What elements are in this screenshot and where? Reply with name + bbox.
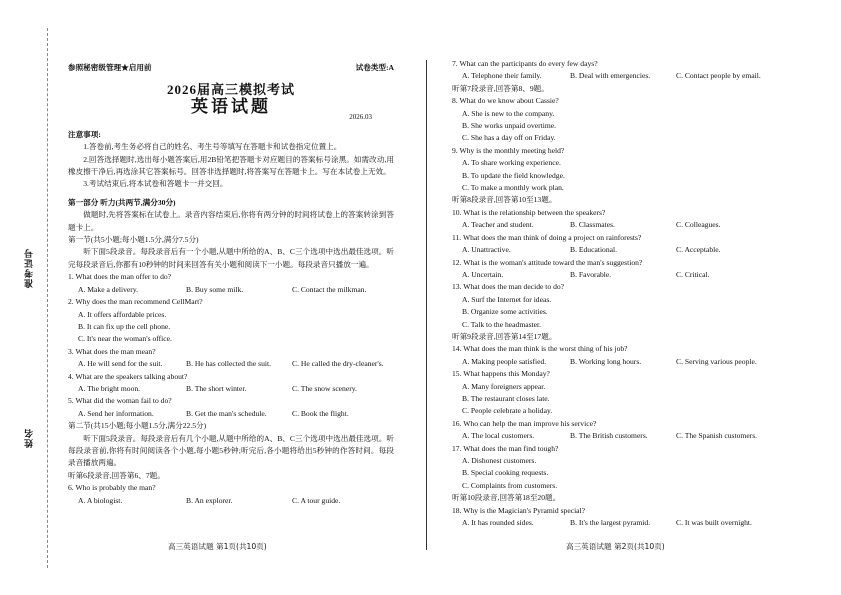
option-a[interactable]: A. The local customers. — [462, 431, 535, 441]
question — [452, 207, 782, 232]
question — [452, 95, 782, 145]
question-stem: 3. What does the man mean? — [68, 346, 156, 356]
option-b[interactable]: B. She works unpaid overtime. — [462, 121, 557, 131]
section2-title: 第二节(共15小题;每小题1.5分,满分22.5分) — [68, 421, 207, 431]
question-stem: 12. What is the woman's attitude toward the man's suggestion? — [452, 257, 643, 267]
question — [68, 296, 394, 346]
question — [452, 281, 782, 331]
question-stem: 2. Why does the man recommend CellMart? — [68, 297, 203, 307]
passage-note: 听第10段录音,回答第18至20题。 — [452, 493, 561, 503]
option-a[interactable]: A. Telephone their family. — [462, 71, 542, 81]
footer-page-1: 高三英语试题 第1页(共10页) — [168, 542, 267, 551]
option-a[interactable]: A. Make a delivery. — [78, 284, 139, 294]
option-c[interactable]: C. She has a day off on Friday. — [462, 133, 556, 143]
passage-note: 听第6段录音,回答第6、7题。 — [68, 470, 165, 480]
question — [452, 58, 782, 83]
options-row — [452, 219, 782, 231]
subject-row — [68, 96, 394, 123]
secrecy-label: 参照秘密级管理★启用前 — [68, 63, 152, 72]
section2-intro: 听下面5段录音。每段录音后有几个小题,从题中所给的A、B、C三个选项中选出最佳选项。听每段录音前,你将有时间阅读各个小题,每小题5秒钟;听完后,各小题将给出5秒钟的作答时间。每段录音播放两遍。 — [68, 433, 394, 468]
options-row — [452, 517, 782, 529]
option-c[interactable]: C. To make a monthly work plan. — [462, 183, 564, 193]
question-stem: 14. What does the man think is the worst thing of his job? — [452, 344, 628, 354]
options-row — [68, 358, 394, 370]
option-b[interactable]: B. An explorer. — [186, 495, 233, 505]
option-c[interactable]: C. Acceptable. — [676, 245, 721, 255]
option-c[interactable]: C. The Spanish customers. — [676, 431, 758, 441]
question — [68, 271, 394, 296]
option-a[interactable]: A. To share working experience. — [462, 158, 561, 168]
notice-title: 注意事项: — [68, 129, 101, 139]
option-c[interactable]: C. People celebrate a holiday. — [462, 406, 553, 416]
question — [68, 395, 394, 420]
name-label: 姓名 — [24, 428, 34, 448]
question — [68, 482, 394, 507]
option-b[interactable]: B. The short winter. — [186, 383, 247, 393]
notice-item: 1.答卷前,考生务必将自己的姓名、考生号等填写在答题卡和试卷指定位置上。 — [83, 142, 342, 152]
question — [452, 343, 782, 368]
option-a[interactable]: A. It offers affordable prices. — [78, 309, 167, 319]
option-a[interactable]: A. Dishonest customers. — [462, 456, 537, 465]
paper-type: 试卷类型:A — [355, 63, 394, 72]
option-c[interactable]: C. Complaints from customers. — [462, 480, 558, 490]
section1-title: 第一节(共5小题;每小题1.5分,满分7.5分) — [68, 235, 199, 245]
options-row — [452, 430, 782, 442]
option-c[interactable]: C. The snow scenery. — [292, 383, 357, 393]
page-header — [68, 62, 394, 74]
footer-page-2: 高三英语试题 第2页(共10页) — [566, 542, 665, 551]
option-c[interactable]: C. Contact people by email. — [676, 71, 761, 81]
option-b[interactable]: B. Deal with emergencies. — [570, 71, 651, 81]
option-a[interactable]: A. Send her information. — [78, 408, 154, 418]
notice-list — [68, 141, 394, 191]
option-c[interactable]: C. He called the dry-cleaner's. — [292, 359, 384, 369]
question-stem: 17. What does the man find tough? — [452, 443, 559, 453]
options-row — [68, 383, 394, 395]
option-b[interactable]: B. The restaurant closes late. — [462, 393, 550, 403]
binding-margin — [8, 0, 48, 595]
exam-date: 2026.03 — [349, 112, 372, 121]
notice-item: 2.回答选择题时,选出每小题答案后,用2B铅笔把答题卡对应题目的答案标号涂黑。如需改动,用橡皮擦干净后,再选涂其它答案标号。回答非选择题时,将答案写在答题卡上。写在本试卷上无效。 — [68, 154, 394, 177]
part1-intro: 做题时,先将答案标在试卷上。录音内容结束后,你将有两分钟的时间将试卷上的答案转涂到答题卡上。 — [68, 210, 394, 232]
option-c[interactable]: C. Serving various people. — [676, 356, 757, 366]
option-a[interactable]: A. The bright moon. — [78, 383, 141, 393]
question-stem: 13. What does the man decide to do? — [452, 282, 565, 292]
question — [452, 368, 782, 418]
option-a[interactable]: A. Teacher and student. — [462, 220, 534, 230]
question-stem: 15. What happens this Monday? — [452, 369, 550, 379]
question-stem: 5. What did the woman fail to do? — [68, 396, 172, 406]
option-a[interactable]: A. Surf the Internet for ideas. — [462, 294, 552, 304]
option-b[interactable]: B. The British customers. — [570, 431, 648, 441]
option-a[interactable]: A. Making people satisfied. — [462, 356, 547, 366]
exam-title: 2026届高三模拟考试 — [166, 82, 295, 98]
options-row — [452, 269, 782, 281]
option-c[interactable]: C. Critical. — [676, 269, 710, 279]
passage-note: 听第8段录音,回答第10至13题。 — [452, 195, 557, 205]
option-a[interactable]: A. Unattractive. — [462, 245, 511, 255]
option-b[interactable]: B. He has collected the suit. — [186, 359, 271, 369]
binding-cut-line — [47, 28, 48, 568]
option-a[interactable]: A. Many foreigners appear. — [462, 381, 546, 391]
question-stem: 16. Who can help the man improve his service? — [452, 418, 597, 428]
page-1 — [68, 0, 394, 507]
option-a[interactable]: A. She is new to the company. — [462, 108, 555, 118]
question-stem: 7. What can the participants do every few days? — [452, 59, 598, 68]
option-b[interactable]: B. Classmates. — [570, 220, 615, 230]
section1-intro: 听下面5段录音。每段录音后有一个小题,从题中所给的A、B、C三个选项中选出最佳选项。听完每段录音后,你都有10秒钟的时间来回答有关小题和阅读下一小题。每段录音只播放一遍。 — [68, 247, 394, 269]
question — [68, 371, 394, 396]
right-questions — [452, 58, 782, 529]
notice-item: 3.考试结束后,将本试卷和答题卡一并交回。 — [83, 179, 228, 189]
question-stem: 10. What is the relationship between the speakers? — [452, 207, 606, 217]
question-stem: 4. What are the speakers talking about? — [68, 371, 188, 381]
question — [452, 418, 782, 443]
options-row — [452, 244, 782, 256]
passage-note: 听第9段录音,回答第14至17题。 — [452, 331, 557, 341]
option-c[interactable]: C. Book the flight. — [292, 408, 349, 418]
options-row — [68, 408, 394, 420]
option-b[interactable]: B. Special cooking requests. — [462, 468, 549, 478]
question-stem: 11. What does the man think of doing a project on rainforests? — [452, 232, 642, 242]
option-a[interactable]: A. He will send for the suit. — [78, 359, 163, 369]
options-row — [452, 356, 782, 368]
option-b[interactable]: B. To update the field knowledge. — [462, 170, 565, 180]
question — [68, 346, 394, 371]
question — [452, 232, 782, 257]
option-b[interactable]: B. Favorable. — [570, 269, 612, 279]
option-a[interactable]: A. It has rounded sides. — [462, 518, 534, 528]
options-row — [68, 284, 394, 296]
left-questions — [68, 271, 394, 420]
option-c[interactable]: C. Talk to the headmaster. — [462, 319, 542, 329]
passage-note: 听第7段录音,回答第8、9题。 — [452, 83, 549, 93]
subject-title: 英语试题 — [191, 96, 271, 117]
options-row — [452, 70, 782, 82]
question — [452, 443, 782, 493]
question-6-wrap — [68, 482, 394, 507]
option-c[interactable]: C. A tour guide. — [292, 495, 341, 505]
option-b[interactable]: B. Working long hours. — [570, 356, 642, 366]
question-stem: 18. Why is the Magician's Pyramid special? — [452, 505, 586, 515]
part1-title: 第一部分 听力(共两节,满分30分) — [68, 197, 176, 207]
page-2 — [452, 0, 782, 529]
option-a[interactable]: A. Uncertain. — [462, 269, 504, 279]
option-c[interactable]: C. It's near the woman's office. — [78, 334, 172, 344]
option-c[interactable]: C. It was built overnight. — [676, 518, 752, 528]
question-stem: 6. Who is probably the man? — [68, 483, 156, 493]
option-b[interactable]: B. It's the largest pyramid. — [570, 518, 651, 528]
question-stem: 9. Why is the monthly meeting held? — [452, 145, 565, 155]
question — [452, 505, 782, 530]
column-divider — [426, 60, 427, 550]
option-b[interactable]: B. Organize some activities. — [462, 307, 548, 317]
exam-id-label: 准考证号 — [24, 248, 34, 288]
option-c[interactable]: C. Contact the milkman. — [292, 284, 367, 294]
option-a[interactable]: A. A biologist. — [78, 495, 123, 505]
question — [452, 257, 782, 282]
option-b[interactable]: B. Educational. — [570, 245, 618, 255]
question-stem: 1. What does the man offer to do? — [68, 272, 172, 282]
question-stem: 8. What do we know about Cassie? — [452, 96, 559, 106]
option-b[interactable]: B. Get the man's schedule. — [186, 408, 267, 418]
options-row — [68, 495, 394, 507]
option-b[interactable]: B. It can fix up the cell phone. — [78, 321, 171, 331]
option-b[interactable]: B. Buy some milk. — [186, 284, 244, 294]
question — [452, 145, 782, 195]
option-c[interactable]: C. Colleagues. — [676, 220, 721, 230]
